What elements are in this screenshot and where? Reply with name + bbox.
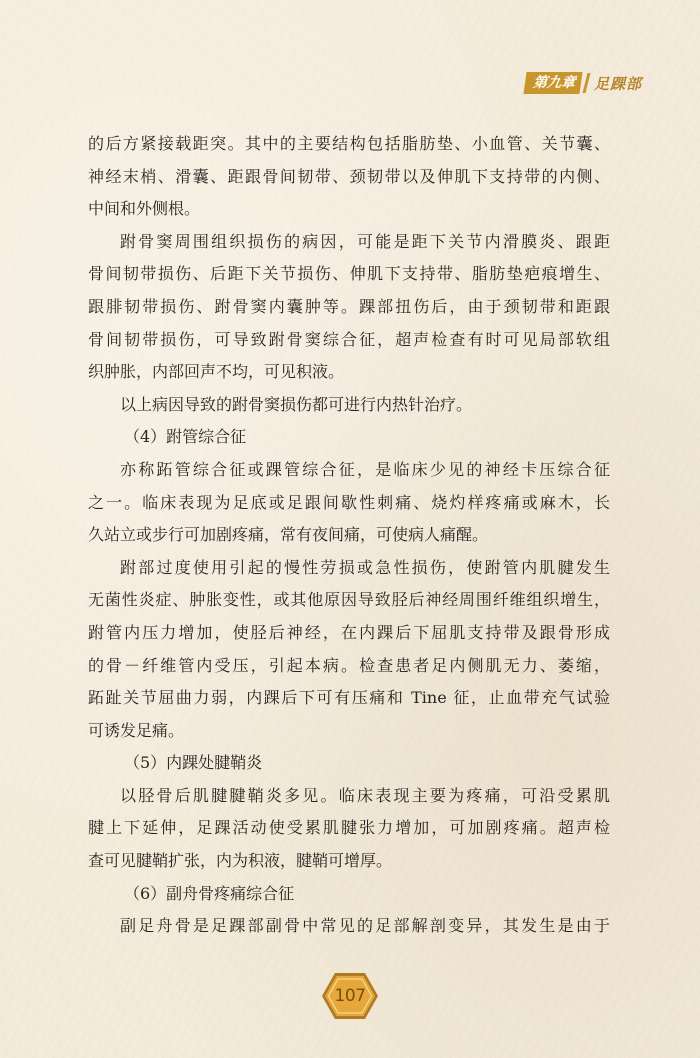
page-number: 107 — [334, 986, 366, 1006]
section-heading: （6）副舟骨疼痛综合征 — [124, 883, 295, 903]
text-line: 亦称跖管综合征或踝管综合征，是临床少见的神经卡压综合征 — [120, 459, 610, 479]
text-line: 以上病因导致的跗骨窦损伤都可进行内热针治疗。 — [120, 394, 473, 414]
text-line: 跗管内压力增加，使胫后神经，在内踝后下屈肌支持带及跟骨形成 — [88, 622, 610, 642]
text-line: 无菌性炎症、肿胀变性，或其他原因导致胫后神经周围纤维组织增生， — [88, 590, 610, 610]
text-line: 以胫骨后肌腱腱鞘炎多见。临床表现主要为疼痛，可沿受累肌 — [120, 785, 610, 805]
text-line: 久站立或步行可加剧疼痛，常有夜间痛，可使病人痛醒。 — [88, 525, 489, 545]
chapter-header — [525, 72, 642, 94]
chapter-title: 足踝部 — [593, 74, 642, 93]
text-line: 腱上下延伸，足踝活动使受累肌腱张力增加，可加剧疼痛。超声检 — [88, 818, 610, 838]
section-heading: （5）内踝处腱鞘炎 — [124, 753, 263, 773]
chapter-label: 第九章 — [523, 72, 582, 94]
header-divider — [582, 73, 590, 93]
text-line: 织肿胀，内部回声不均，可见积液。 — [88, 362, 345, 382]
text-line: 的后方紧接载距突。其中的主要结构包括脂肪垫、小血管、关节囊、 — [88, 134, 610, 153]
text-line: 中间和外侧根。 — [88, 199, 201, 219]
text-line: 查可见腱鞘扩张，内为积液，腱鞘可增厚。 — [88, 851, 393, 871]
text-line: 之一。临床表现为足底或足跟间歇性刺痛、烧灼样疼痛或麻木，长 — [88, 492, 610, 512]
text-line: 副足舟骨是足踝部副骨中常见的足部解剖变异，其发生是由于 — [120, 916, 610, 936]
page-number-badge — [321, 971, 379, 1021]
text-line: 的骨－纤维管内受压，引起本病。检查患者足内侧肌无力、萎缩， — [88, 655, 610, 675]
text-line: 跗骨窦周围组织损伤的病因，可能是距下关节内滑膜炎、跟距 — [120, 231, 610, 251]
text-line: 骨间韧带损伤，可导致跗骨窦综合征，超声检查有时可见局部软组 — [88, 329, 610, 349]
section-heading: （4）跗管综合征 — [124, 427, 247, 447]
text-line: 骨间韧带损伤、后距下关节损伤、伸肌下支持带、脂肪垫疤痕增生、 — [88, 264, 610, 284]
text-line: 神经末梢、滑囊、距跟骨间韧带、颈韧带以及伸肌下支持带的内侧、 — [88, 166, 610, 186]
text-line: 跟腓韧带损伤、跗骨窦内囊肿等。踝部扭伤后，由于颈韧带和距跟 — [88, 296, 610, 316]
body-text — [88, 128, 610, 943]
text-line: 跖趾关节屈曲力弱，内踝后下可有压痛和 Tine 征，止血带充气试验 — [88, 688, 610, 708]
text-line: 跗部过度使用引起的慢性劳损或急性损伤，使跗管内肌腱发生 — [120, 557, 610, 577]
text-line: 可诱发足痛。 — [88, 720, 185, 740]
